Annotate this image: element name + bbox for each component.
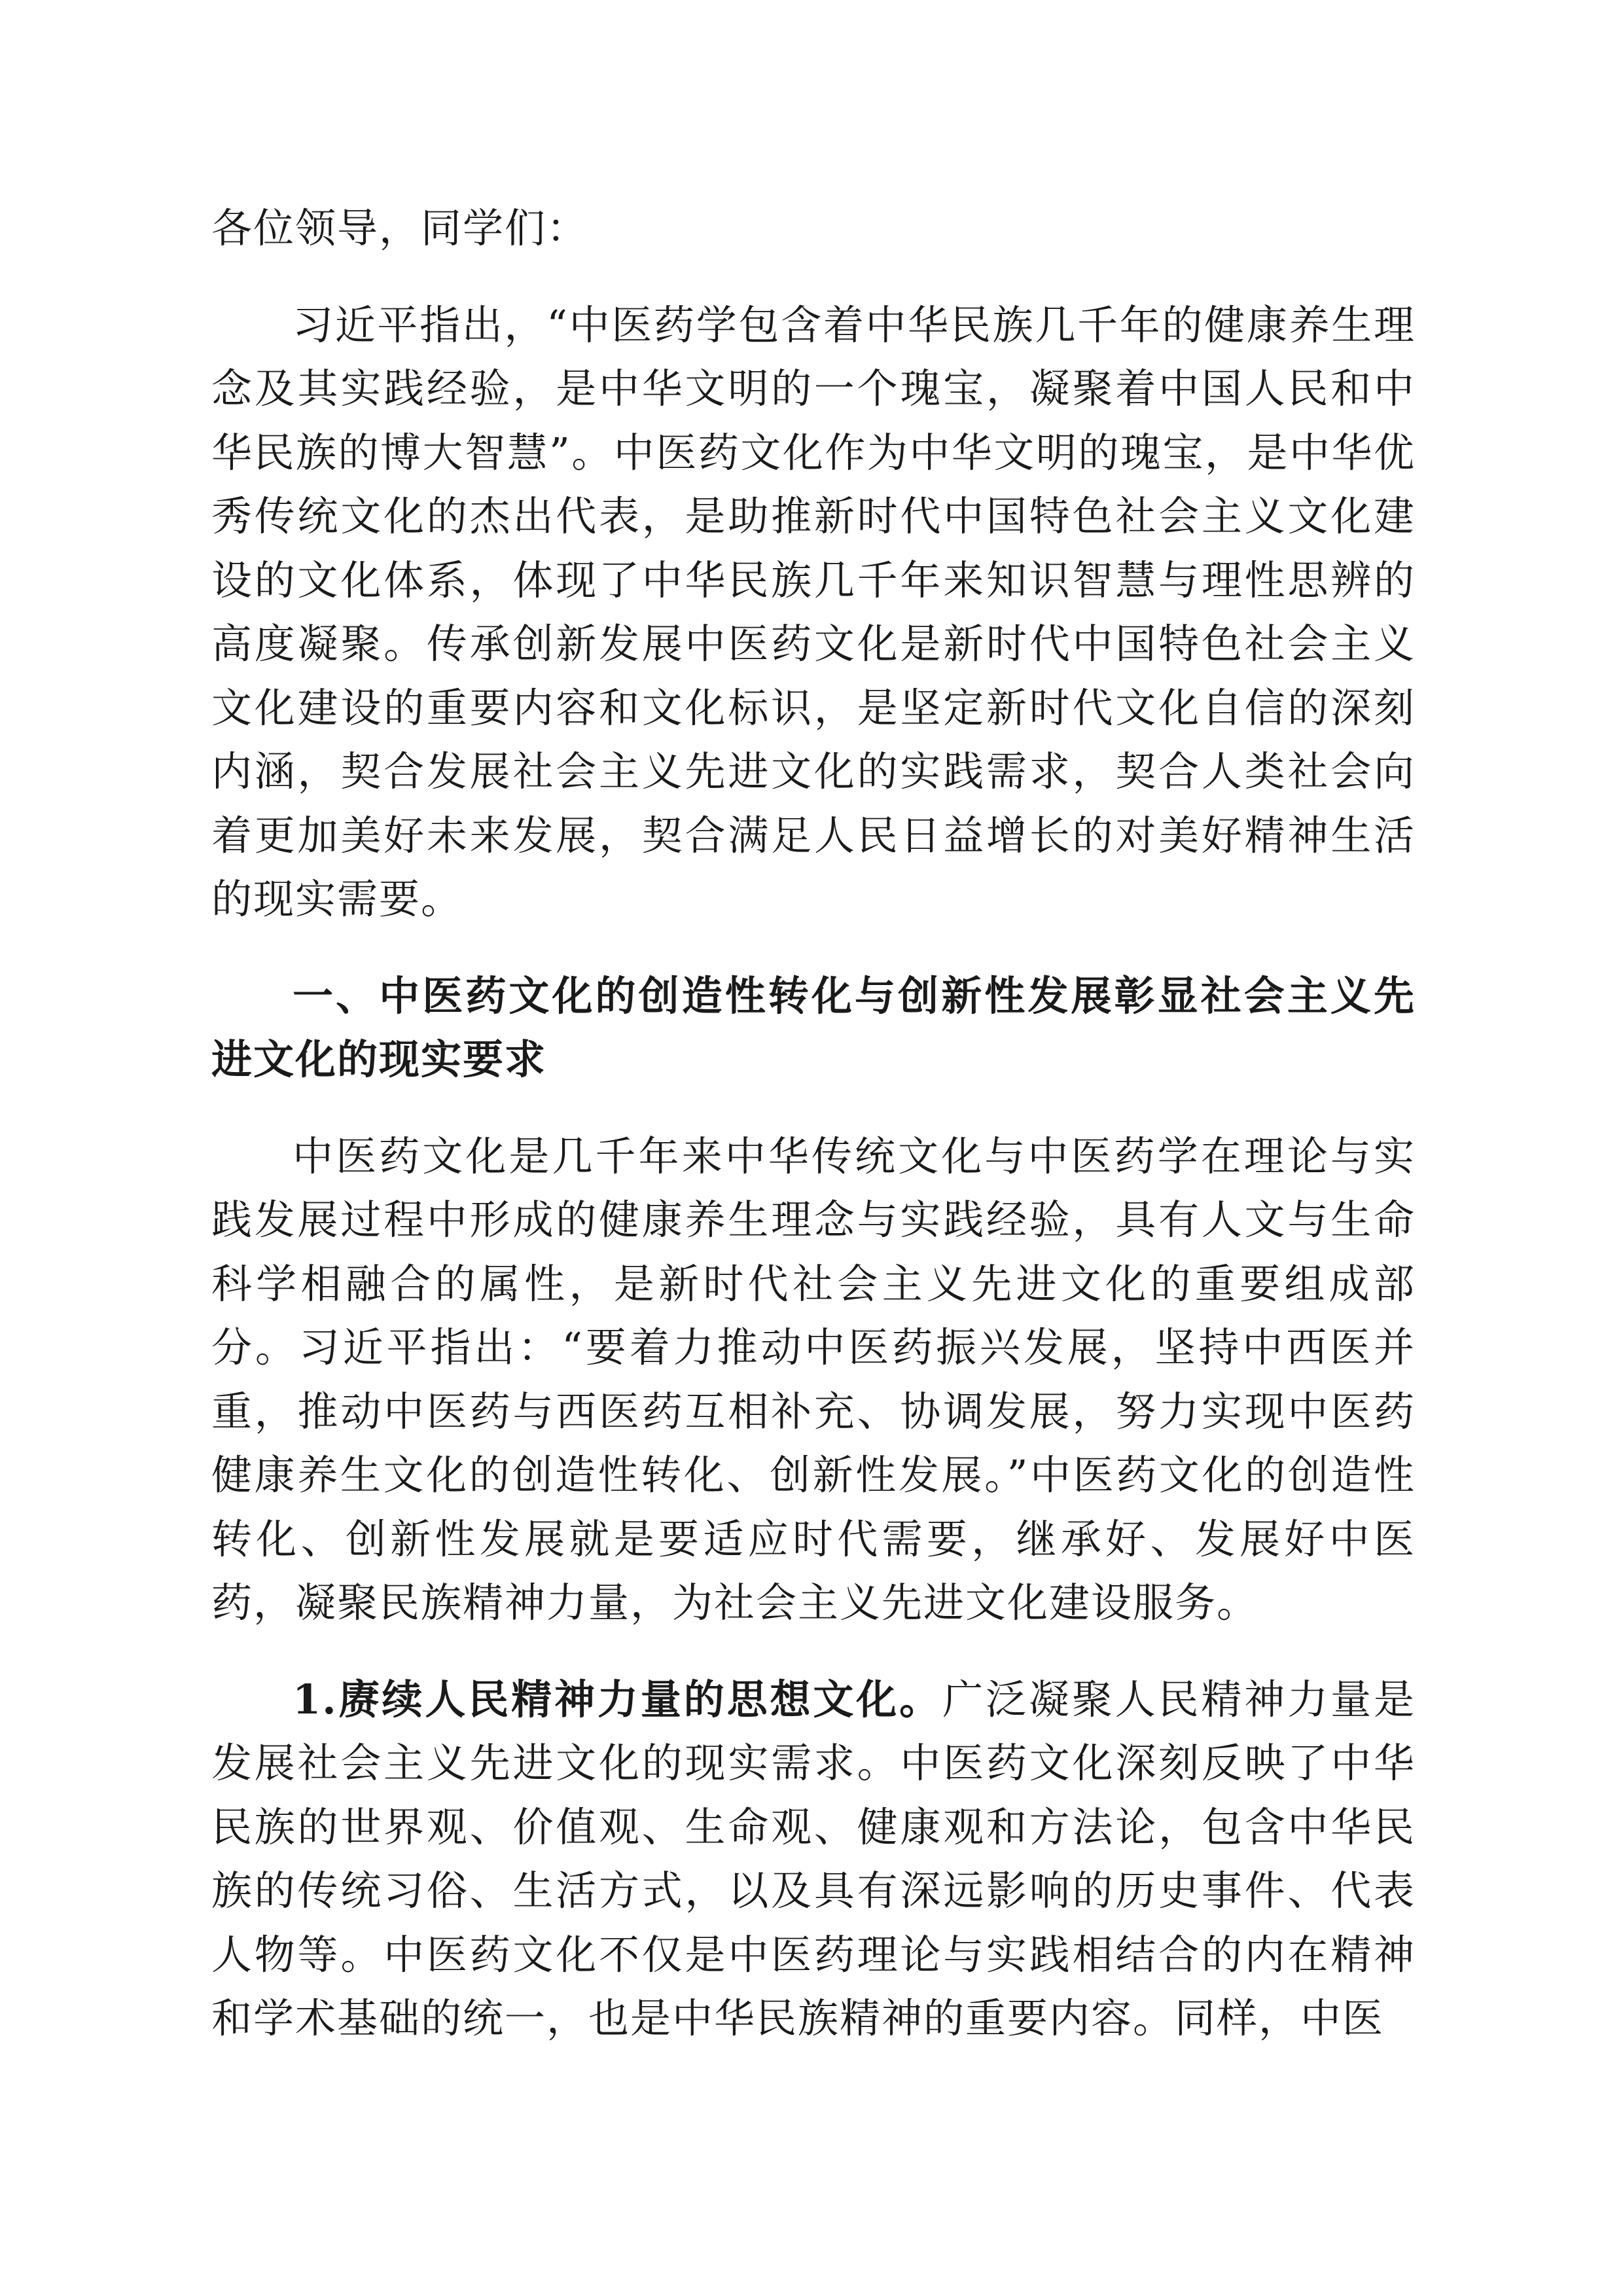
- intro-paragraph: 习近平指出，“中医药学包含着中华民族几千年的健康养生理念及其实践经验，是中华文明的一个瑰宝，凝聚着中国人民和中华民族的博大智慧”。中医药文化作为中华文明的瑰宝，是中华优秀传统文化的杰出代表，是助推新时代中国特色社会主义文化建设的文化体系，体现了中华民族几千年来知识智慧与理性思辨的高度凝聚。传承创新发展中医药文化是新时代中国特色社会主义文化建设的重要内容和文化标识，是坚定新时代文化自信的深刻内涵，契合发展社会主义先进文化的实践需求，契合人类社会向着更加美好未来发展，契合满足人民日益增长的对美好精神生活的现实需要。: [211, 300, 1416, 923]
- point-paragraph: [211, 1668, 1416, 2051]
- section-body-paragraph: 中医药文化是几千年来中华传统文化与中医药学在理论与实践发展过程中形成的健康养生理念与实践经验，具有人文与生命科学相融合的属性，是新时代社会主义先进文化的重要组成部分。习近平指出：“要着力推动中医药振兴发展，坚持中西医并重，推动中医药与西医药互相补充、协调发展，努力实现中医药健康养生文化的创造性转化、创新性发展。”中医药文化的创造性转化、创新性发展就是要适应时代需要，继承好、发展好中医药，凝聚民族精神力量，为社会主义先进文化建设服务。: [211, 1132, 1416, 1626]
- point-body: 广泛凝聚人民精神力量是发展社会主义先进文化的现实需求。中医药文化深刻反映了中华民族的世界观、价值观、生命观、健康观和方法论，包含中华民族的传统习俗、生活方式，以及具有深远影响的历史事件、代表人物等。中医药文化不仅是中医药理论与实践相结合的内在精神和学术基础的统一，也是中华民族精神的重要内容。同样，中医: [211, 1675, 1416, 2042]
- section-heading: 一、中医药文化的创造性转化与创新性发展彰显社会主义先进文化的现实要求: [211, 971, 1416, 1083]
- point-lead: 1.赓续人民精神力量的思想文化。: [293, 1675, 943, 1723]
- salutation: 各位领导，同学们：: [211, 204, 589, 252]
- document-page: [211, 196, 1416, 2051]
